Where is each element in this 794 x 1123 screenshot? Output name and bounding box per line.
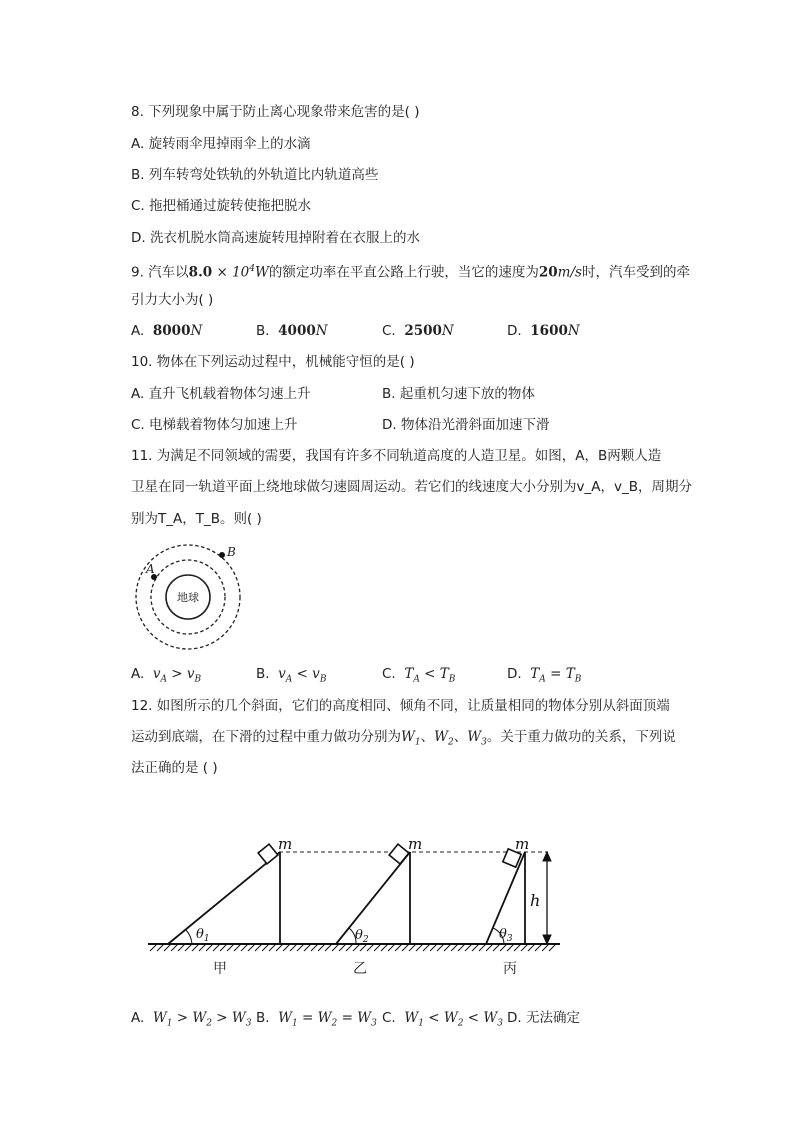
incline-yi bbox=[336, 844, 410, 944]
q9-stem bbox=[131, 259, 690, 283]
q9-power-coef: 8.0 bbox=[188, 264, 213, 281]
earth-label: 地球 bbox=[177, 591, 199, 604]
satellite-b bbox=[219, 552, 225, 558]
angle-label-3: $\theta_3$ bbox=[499, 927, 513, 944]
q9-power-unit: W bbox=[254, 264, 269, 281]
satellite-a-label: A bbox=[146, 562, 155, 576]
q9-speed-unit: m/s bbox=[557, 264, 582, 281]
orbit-diagram bbox=[126, 540, 256, 655]
mass-label-1: m bbox=[278, 835, 293, 853]
q11-stem-line2: 卫星在同一轨道平面上绕地球做匀速圆周运动。若它们的线速度大小分别为v_A，v_B，周期分 bbox=[131, 479, 692, 495]
height-label: h bbox=[530, 891, 541, 910]
q12-stem-line1: 12. 如图所示的几个斜面，它们的高度相同、倾角不同，让质量相同的物体分别从斜面顶端 bbox=[131, 698, 670, 714]
ground-hatch bbox=[150, 944, 556, 951]
q11-stem-line1: 11. 为满足不同领域的需要，我国有许多不同轨道高度的人造卫星。如图，A，B两颗人造 bbox=[131, 448, 662, 464]
q10-option-d: D. 物体沿光滑斜面加速下滑 bbox=[382, 417, 550, 433]
mass-label-3: m bbox=[515, 835, 530, 853]
q10-stem: 10. 物体在下列运动过程中，机械能守恒的是( ) bbox=[131, 354, 415, 370]
q8-option-b: B. 列车转弯处铁轨的外轨道比内轨道高些 bbox=[131, 167, 379, 183]
q9-option-c: C. 2500N bbox=[382, 323, 454, 339]
q10-option-a: A. 直升飞机载着物体匀速上升 bbox=[131, 386, 311, 402]
q11-option-b: B. $v_A < v_B$ bbox=[256, 666, 327, 685]
q9-stem-line2: 引力大小为( ) bbox=[131, 292, 214, 308]
q12-stem-line2: 运动到底端，在下滑的过程中重力做功分别为$W_1$、$W_2$、$W_3$。关于重力做功的关系，下列说 bbox=[131, 729, 676, 748]
q8-option-a: A. 旋转雨伞甩掉雨伞上的水滴 bbox=[131, 136, 311, 152]
incline-jia bbox=[168, 844, 280, 944]
q12-option-c: C. $W_1 < W_2 < W_3$ bbox=[382, 1010, 503, 1029]
q12-option-a: A. $W_1 > W_2 > W_3$ bbox=[131, 1010, 252, 1029]
q12-option-b: B. $W_1 = W_2 = W_3$ bbox=[256, 1010, 377, 1029]
q9-stem-a: 9. 汽车以 bbox=[131, 264, 189, 281]
q8-option-d: D. 洗衣机脱水筒高速旋转甩掉附着在衣服上的水 bbox=[131, 230, 420, 246]
q8-stem: 8. 下列现象中属于防止离心现象带来危害的是( ) bbox=[131, 104, 420, 120]
q11-stem-line3: 别为T_A，T_B。则( ) bbox=[131, 511, 262, 527]
q9-speed: 20 bbox=[538, 264, 558, 281]
q9-option-d: D. 1600N bbox=[507, 323, 580, 339]
q12-option-d: D. 无法确定 bbox=[507, 1010, 580, 1026]
incline-diagram bbox=[140, 830, 570, 985]
angle-label-2: $\theta_2$ bbox=[355, 928, 369, 945]
q10-option-b: B. 起重机匀速下放的物体 bbox=[382, 386, 535, 402]
q11-option-c: C. $T_A < T_B$ bbox=[382, 666, 456, 685]
incline-label-jia: 甲 bbox=[213, 961, 227, 977]
q12-stem-line3: 法正确的是 ( ) bbox=[131, 760, 218, 776]
q9-option-a: A. 8000N bbox=[131, 323, 203, 339]
q11-option-a: A. $v_A > v_B$ bbox=[131, 666, 202, 685]
incline-label-bing: 丙 bbox=[503, 961, 517, 977]
q8-option-c: C. 拖把桶通过旋转使拖把脱水 bbox=[131, 198, 312, 214]
q9-power-times: × 10 bbox=[212, 264, 250, 281]
mass-label-2: m bbox=[408, 835, 423, 853]
height-arrow bbox=[543, 852, 551, 944]
q9-power-exp: 4 bbox=[249, 264, 255, 274]
satellite-b-label: B bbox=[227, 545, 236, 559]
angle-label-1: $\theta_1$ bbox=[196, 927, 210, 944]
incline-label-yi: 乙 bbox=[353, 961, 367, 977]
q9-option-b: B. 4000N bbox=[256, 323, 328, 339]
q9-stem-c: 时，汽车受到的牵 bbox=[581, 264, 690, 281]
q10-option-c: C. 电梯载着物体匀加速上升 bbox=[131, 417, 298, 433]
q9-stem-b: 的额定功率在平直公路上行驶，当它的速度为 bbox=[268, 264, 539, 281]
q11-option-d: D. $T_A = T_B$ bbox=[507, 666, 582, 685]
